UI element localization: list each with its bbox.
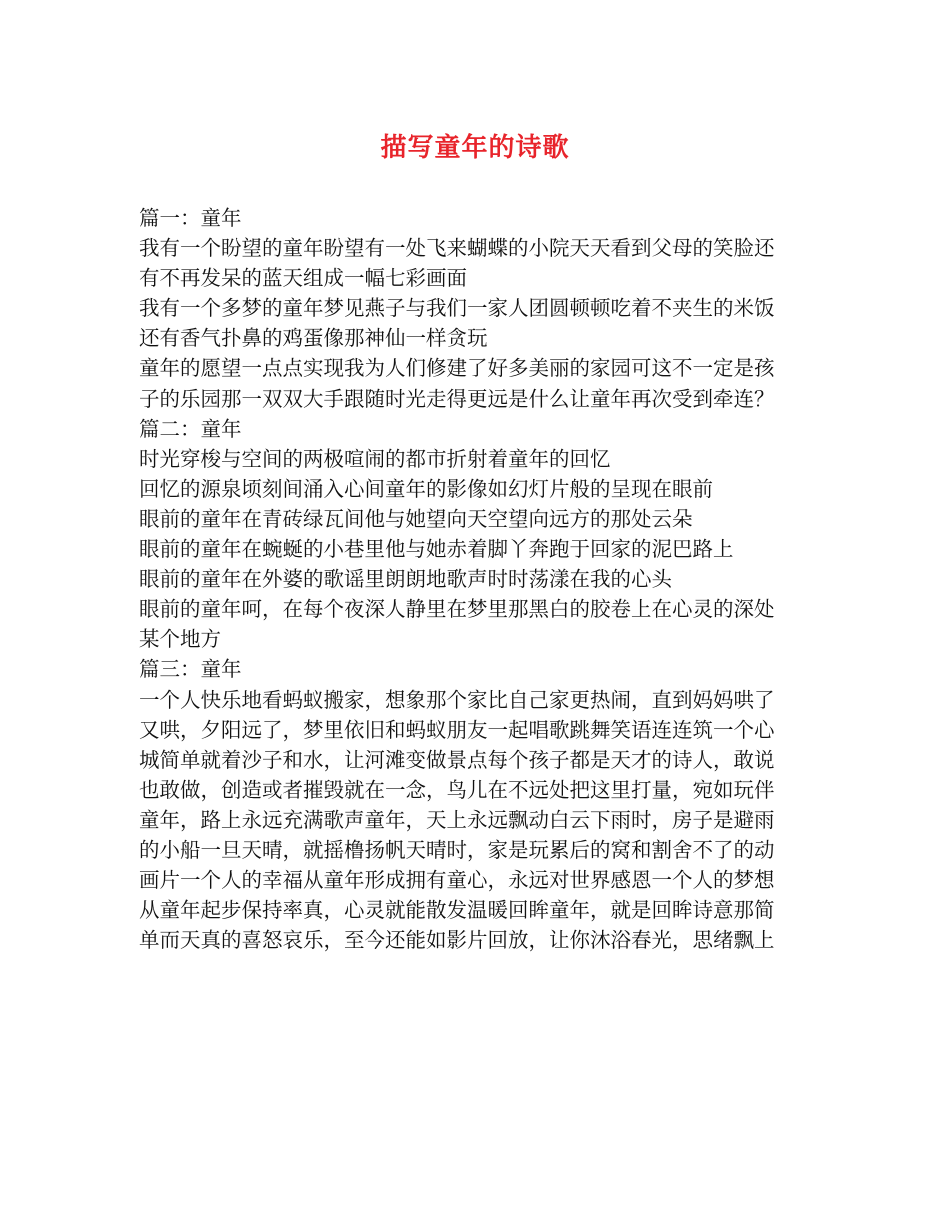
- text-line: 我有一个盼望的童年盼望有一处飞来蝴蝶的小院天天看到父母的笑脸还: [139, 236, 775, 261]
- text-line: 单而天真的喜怒哀乐，至今还能如影片回放，让你沐浴春光，思绪飘上: [139, 928, 775, 953]
- text-line: 童年，路上永远充满歌声童年，天上永远飘动白云下雨时，房子是避雨: [139, 807, 775, 832]
- text-line: 子的乐园那一双双大手跟随时光走得更远是什么让童年再次受到牵连？: [139, 386, 775, 411]
- text-line: 的小船一旦天晴，就摇橹扬帆天晴时，家是玩累后的窝和割舍不了的动: [139, 837, 775, 862]
- text-line: 有不再发呆的蓝天组成一幅七彩画面: [139, 266, 467, 291]
- text-line: 篇三：童年: [139, 657, 242, 682]
- page-title: 描写童年的诗歌: [380, 133, 570, 163]
- text-line: 我有一个多梦的童年梦见燕子与我们一家人团圆顿顿吃着不夹生的米饭: [139, 296, 775, 321]
- text-line: 眼前的童年在外婆的歌谣里朗朗地歌声时时荡漾在我的心头: [139, 567, 672, 592]
- text-line: 篇二：童年: [139, 416, 242, 441]
- text-line: 时光穿梭与空间的两极喧闹的都市折射着童年的回忆: [139, 446, 611, 471]
- text-line: 还有香气扑鼻的鸡蛋像那神仙一样贪玩: [139, 326, 488, 351]
- text-line: 从童年起步保持率真，心灵就能散发温暖回眸童年，就是回眸诗意那简: [139, 898, 775, 923]
- text-line: 一个人快乐地看蚂蚁搬家，想象那个家比自己家更热闹，直到妈妈哄了: [139, 687, 775, 712]
- text-line: 眼前的童年在青砖绿瓦间他与她望向天空望向远方的那处云朵: [139, 506, 693, 531]
- text-line: 画片一个人的幸福从童年形成拥有童心，永远对世界感恩一个人的梦想: [139, 868, 775, 893]
- text-line: 童年的愿望一点点实现我为人们修建了好多美丽的家园可这不一定是孩: [139, 356, 775, 381]
- text-line: 回忆的源泉顷刻间涌入心间童年的影像如幻灯片般的呈现在眼前: [139, 476, 713, 501]
- text-line: 篇一：童年: [139, 206, 242, 230]
- text-line: 某个地方: [139, 627, 221, 652]
- text-line: 又哄，夕阳远了，梦里依旧和蚂蚁朋友一起唱歌跳舞笑语连连筑一个心: [139, 717, 775, 742]
- text-line: 也敢做，创造或者摧毁就在一念，鸟儿在不远处把这里打量，宛如玩伴: [139, 777, 775, 802]
- body-text: [139, 203, 819, 955]
- text-line: 眼前的童年在蜿蜒的小巷里他与她赤着脚丫奔跑于回家的泥巴路上: [139, 537, 734, 562]
- text-line: 眼前的童年呵，在每个夜深人静里在梦里那黑白的胶卷上在心灵的深处: [139, 597, 775, 622]
- text-line: 城简单就着沙子和水，让河滩变做景点每个孩子都是天才的诗人，敢说: [139, 747, 775, 772]
